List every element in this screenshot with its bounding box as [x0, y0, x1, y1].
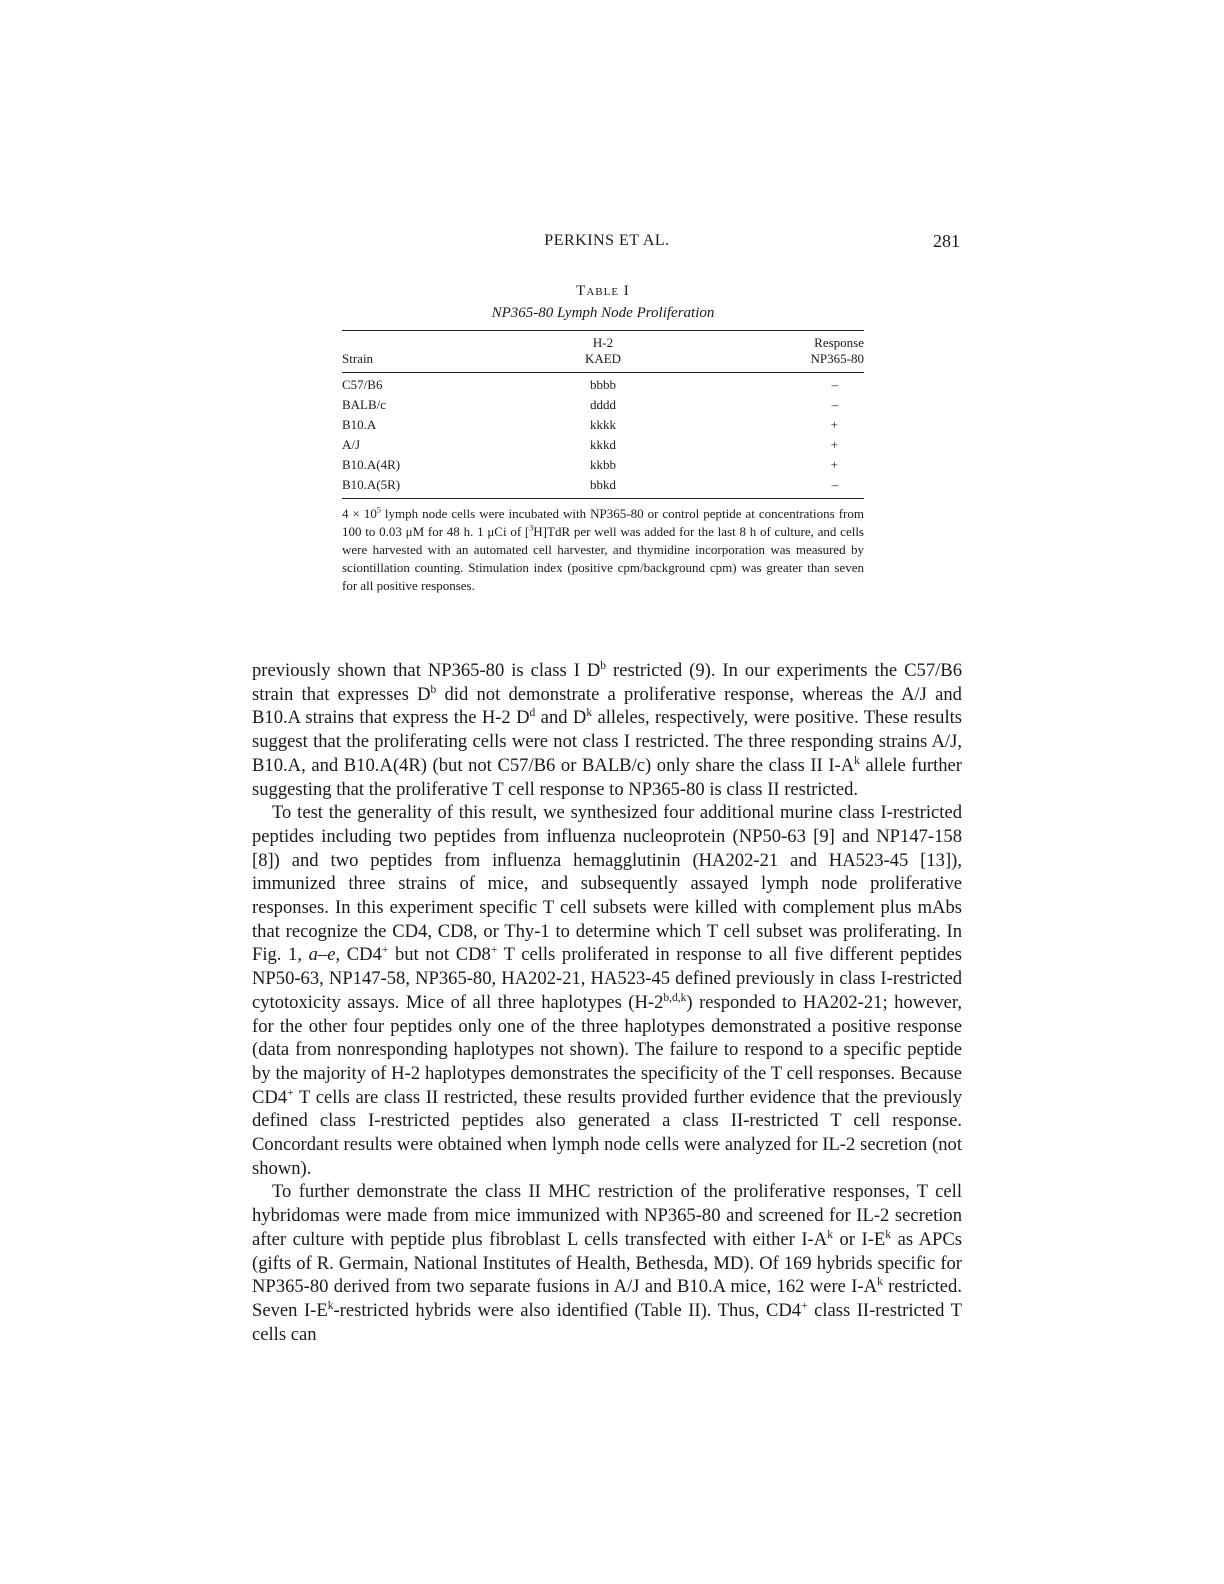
paragraph-1: previously shown that NP365-80 is class I $D^b$ restricted (9). In our experiments the C57/B6 strain that expresses $D^b$ did not demonstrate a proliferative response, whereas the A/J and B10.A strains that express the H-2 $D^d$ and $D^k$ alleles, respectively, were positive. These results suggest that the proliferating cells were not class I restricted. The three responding strains A/J, B10.A, and B10.A(4R) (but not C57/B6 or BALB/c) only share the class II $I-A^k$ allele further suggesting that the proliferative T cell response to NP365-80 is class II restricted.	[252, 659, 963, 800]
cell-response: –	[831, 397, 838, 412]
body-text	[252, 659, 962, 1346]
table-label: Table I	[576, 283, 630, 299]
col-header-h2: H-2 KAED	[584, 335, 622, 366]
cell-strain: B10.A(4R)	[342, 457, 401, 472]
table-title: NP365-80 Lymph Node Proliferation	[491, 305, 715, 321]
table-bottom-rule	[342, 498, 864, 499]
paragraph-3: To further demonstrate the class II MHC restriction of the proliferative responses, T cell hybridomas were made from mice immunized with NP365-80 and screened for IL-2 secretion after culture with peptide plus fibroblast L cells transfected with either $I-A^k$ or $I-E^k$ as APCs (gifts of R. Germain, National Institutes of Health, Bethesda, MD). Of 169 hybrids specific for NP365-80 derived from two separate fusions in A/J and B10.A mice, 162 were $I-A^k$ restricted. Seven $I-E^k$-restricted hybrids were also identified (Table II). Thus, CD4+ class II-restricted T cells can	[252, 1181, 963, 1345]
cell-response: +	[830, 417, 838, 432]
cell-h2: kkkk	[589, 417, 616, 432]
cell-response: +	[830, 437, 838, 452]
running-head: PERKINS ET AL.	[544, 232, 670, 249]
cell-h2: bbkd	[589, 477, 616, 492]
table-row	[342, 373, 864, 395]
cell-strain: A/J	[342, 437, 361, 452]
cell-strain: B10.A(5R)	[342, 477, 401, 492]
page-header	[252, 232, 962, 254]
table-row	[342, 475, 864, 498]
cell-h2: kkbb	[589, 457, 616, 472]
figure-reference: a–e	[308, 944, 336, 966]
col-header-strain: Strain	[342, 351, 374, 366]
table-footnote: $4 \times 10^5$ lymph node cells were incubated with NP365-80 or control peptide at concentrations from 100 to 0.03 μM for 48 h. 1 μCi of [$^3$H]TdR per well was added for the last 8 h of culture, and cells were harvested with an automated cell harvester, and thymidine incorporation was measured by sciontillation counting. Stimulation index (positive cpm/background cpm) was greater than seven for all positive responses.	[342, 505, 864, 593]
data-table-body	[342, 373, 864, 498]
table-row	[342, 415, 864, 435]
data-table	[342, 331, 864, 372]
cell-h2: bbbb	[589, 377, 616, 392]
cell-response: +	[830, 457, 838, 472]
page-number: 281	[933, 231, 960, 251]
table-row	[342, 395, 864, 415]
cell-strain: BALB/c	[342, 397, 387, 412]
cell-h2: dddd	[589, 397, 616, 412]
cell-strain: B10.A	[342, 417, 377, 432]
paragraph-2: To test the generality of this result, we synthesized four additional murine class I-restricted peptides including two peptides from influenza nucleoprotein (NP50-63 [9] and NP147-158 [8]) and two peptides from influenza hemagglutinin (HA202-21 and HA523-45 [13]), immunized three strains of mice, and subsequently assayed lymph node proliferative responses. In this experiment specific T cell subsets were killed with complement plus mAbs that recognize the CD4, CD8, or Thy-1 to determine which T cell subset was proliferating. In Fig. 1, a–e, CD4+ but not CD8+ T cells proliferated in response to all five different peptides NP50-63, NP147-58, NP365-80, HA202-21, HA523-45 defined previously in class I-restricted cytotoxicity assays. Mice of all three haplotypes (H-2$^{b,d,k}$) responded to HA202-21; however, for the other four peptides only one of the three haplotypes demonstrated a positive response (data from nonresponding haplotypes not shown). The failure to respond to a specific peptide by the majority of H-2 haplotypes demonstrates the specificity of the T cell responses. Because CD4+ T cells are class II restricted, these results provided further evidence that the previously defined class I-restricted peptides also generated a class II-restricted T cell response. Concordant results were obtained when lymph node cells were analyzed for IL-2 secretion (not shown).	[252, 802, 962, 1179]
cell-response: –	[831, 377, 838, 392]
cell-h2: kkkd	[589, 437, 616, 452]
col-header-response: Response NP365-80	[810, 335, 864, 366]
table-row	[342, 455, 864, 475]
cell-strain: C57/B6	[342, 377, 383, 392]
table-row	[342, 435, 864, 455]
table-1	[342, 282, 864, 595]
cell-response: –	[831, 477, 838, 492]
table-header-row	[342, 331, 864, 372]
